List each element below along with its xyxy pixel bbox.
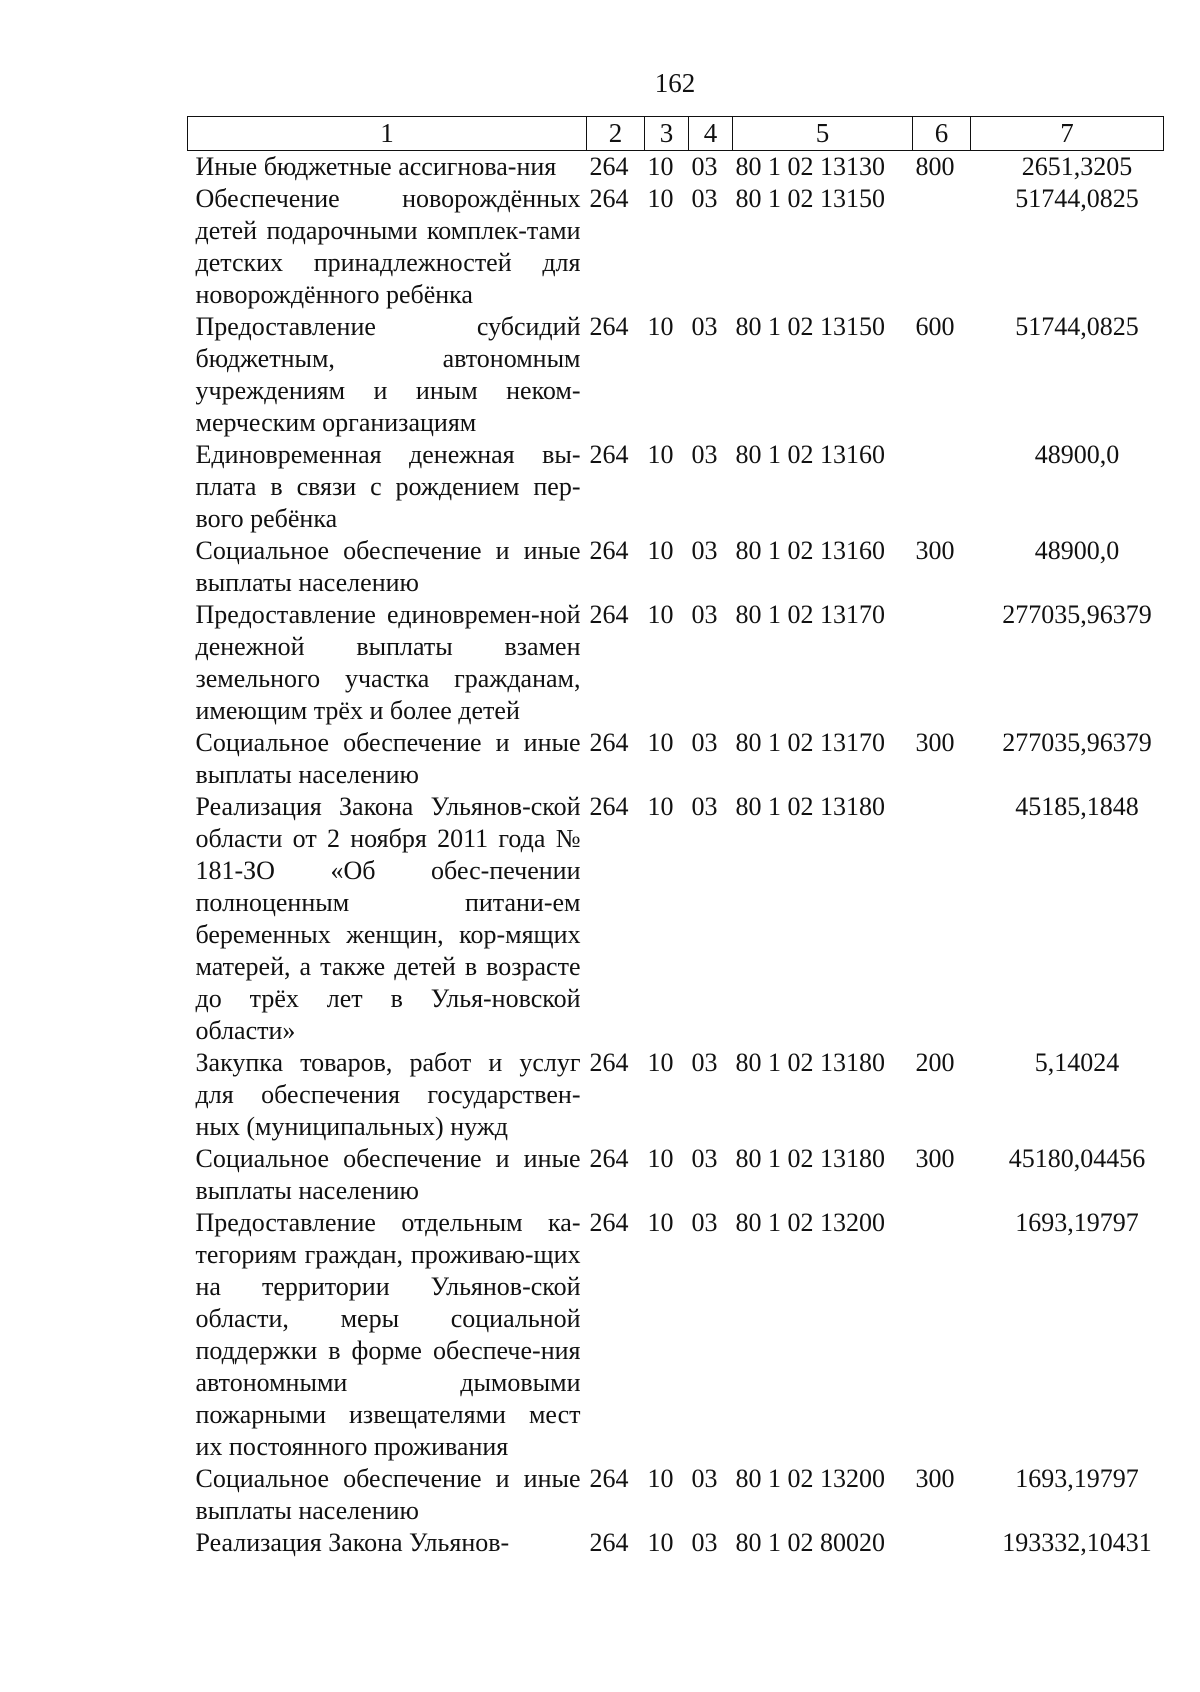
- cell-col-2: 264: [589, 792, 629, 821]
- cell-col-4: 03: [691, 1464, 718, 1493]
- cell-col-2: 264: [589, 1528, 629, 1557]
- cell-col-3: 10: [647, 1144, 674, 1173]
- cell-col-6: 800: [915, 152, 955, 181]
- cell-col-7: 45180,04456: [1008, 1144, 1146, 1173]
- cell-col-5: 80 1 02 80020: [735, 1528, 885, 1557]
- cell-col-5: 80 1 02 13200: [735, 1464, 885, 1493]
- cell-col-5: 80 1 02 13200: [735, 1208, 885, 1237]
- item-name: Иные бюджетные ассигнова-ния: [195, 152, 557, 181]
- cell-col-6: 300: [915, 728, 955, 757]
- header-col-7: 7: [971, 117, 1164, 151]
- cell-col-4: 03: [691, 792, 718, 821]
- cell-col-3: 10: [647, 440, 674, 469]
- table-row: [188, 151, 1164, 184]
- cell-col-4: 03: [691, 536, 718, 565]
- cell-col-7: 277035,96379: [1002, 600, 1152, 629]
- cell-col-2: 264: [589, 600, 629, 629]
- cell-col-2: 264: [589, 728, 629, 757]
- header-col-5: 5: [733, 117, 913, 151]
- cell-col-5: 80 1 02 13150: [735, 312, 885, 341]
- item-name: Социальное обеспечение и иные выплаты населению: [195, 536, 581, 597]
- cell-col-5: 80 1 02 13150: [735, 184, 885, 213]
- item-name: Обеспечение новорождённых детей подарочными комплек-тами детских принадлежностей для новорождённого ребёнка: [195, 184, 581, 309]
- cell-col-7: 193332,10431: [1002, 1528, 1152, 1557]
- item-name: Единовременная денежная вы-плата в связи с рождением пер-вого ребёнка: [195, 440, 581, 533]
- header-col-1: 1: [188, 117, 587, 151]
- cell-col-5: 80 1 02 13170: [735, 600, 885, 629]
- item-name: Предоставление отдельным ка-тегориям граждан, проживаю-щих на территории Ульянов-ской области, меры социальной поддержки в форме обеспече-ния автономными дымовыми пожарными извещателями мест их постоянного проживания: [195, 1208, 581, 1461]
- table-row: [188, 599, 1164, 727]
- cell-col-2: 264: [589, 312, 629, 341]
- table-row: [188, 1527, 1164, 1559]
- cell-col-4: 03: [691, 440, 718, 469]
- cell-col-5: 80 1 02 13180: [735, 1144, 885, 1173]
- cell-col-4: 03: [691, 152, 718, 181]
- cell-col-5: 80 1 02 13130: [735, 152, 885, 181]
- table-row: [188, 1463, 1164, 1527]
- cell-col-7: 2651,3205: [1021, 152, 1133, 181]
- cell-col-6: 200: [915, 1048, 955, 1077]
- header-col-3: 3: [645, 117, 689, 151]
- table-row: [188, 535, 1164, 599]
- page-number: 162: [654, 68, 696, 98]
- cell-col-3: 10: [647, 184, 674, 213]
- cell-col-4: 03: [691, 1528, 718, 1557]
- cell-col-5: 80 1 02 13180: [735, 792, 885, 821]
- cell-col-3: 10: [647, 1528, 674, 1557]
- cell-col-7: 1693,19797: [1015, 1208, 1139, 1237]
- item-name: Закупка товаров, работ и услуг для обеспечения государствен-ных (муниципальных) нужд: [195, 1048, 581, 1141]
- cell-col-7: 48900,0: [1034, 440, 1120, 469]
- cell-col-3: 10: [647, 1464, 674, 1493]
- cell-col-6: [913, 1207, 971, 1463]
- table-row: [188, 1143, 1164, 1207]
- header-col-4: 4: [689, 117, 733, 151]
- cell-col-3: 10: [647, 1048, 674, 1077]
- cell-col-3: 10: [647, 152, 674, 181]
- cell-col-6: [913, 1527, 971, 1559]
- cell-col-6: 300: [915, 1144, 955, 1173]
- cell-col-7: 1693,19797: [1015, 1464, 1139, 1493]
- cell-col-6: 300: [915, 1464, 955, 1493]
- cell-col-3: 10: [647, 600, 674, 629]
- header-col-2: 2: [587, 117, 645, 151]
- budget-table: [187, 116, 1164, 1559]
- cell-col-3: 10: [647, 1208, 674, 1237]
- cell-col-7: 48900,0: [1034, 536, 1120, 565]
- cell-col-7: 51744,0825: [1015, 312, 1139, 341]
- cell-col-2: 264: [589, 1144, 629, 1173]
- cell-col-4: 03: [691, 312, 718, 341]
- item-name: Реализация Закона Ульянов-: [195, 1528, 510, 1557]
- cell-col-2: 264: [589, 440, 629, 469]
- cell-col-6: [913, 183, 971, 311]
- cell-col-2: 264: [589, 536, 629, 565]
- item-name: Реализация Закона Ульянов-ской области от 2 ноября 2011 года № 181-ЗО «Об обес-печении полноценным питани-ем беременных женщин, кор-мящих матерей, а также детей в возрасте до трёх лет в Улья-новской области»: [195, 792, 581, 1045]
- cell-col-4: 03: [691, 1208, 718, 1237]
- item-name: Предоставление единовремен-ной денежной выплаты взамен земельного участка гражданам, имеющим трёх и более детей: [195, 600, 581, 725]
- cell-col-2: 264: [589, 184, 629, 213]
- cell-col-4: 03: [691, 1144, 718, 1173]
- item-name: Предоставление субсидий бюджетным, автономным учреждениям и иным неком-мерческим организациям: [195, 312, 581, 437]
- header-row: [188, 117, 1164, 151]
- cell-col-5: 80 1 02 13160: [735, 440, 885, 469]
- cell-col-3: 10: [647, 312, 674, 341]
- cell-col-6: 600: [915, 312, 955, 341]
- cell-col-5: 80 1 02 13170: [735, 728, 885, 757]
- cell-col-2: 264: [589, 1048, 629, 1077]
- cell-col-7: 277035,96379: [1002, 728, 1152, 757]
- cell-col-6: [913, 599, 971, 727]
- cell-col-2: 264: [589, 1464, 629, 1493]
- table-row: [188, 1047, 1164, 1143]
- cell-col-6: [913, 791, 971, 1047]
- table-row: [188, 183, 1164, 311]
- cell-col-4: 03: [691, 1048, 718, 1077]
- cell-col-2: 264: [589, 1208, 629, 1237]
- item-name: Социальное обеспечение и иные выплаты населению: [195, 1144, 581, 1205]
- cell-col-2: 264: [589, 152, 629, 181]
- item-name: Социальное обеспечение и иные выплаты населению: [195, 728, 581, 789]
- item-name: Социальное обеспечение и иные выплаты населению: [195, 1464, 581, 1525]
- cell-col-4: 03: [691, 184, 718, 213]
- table-row: [188, 727, 1164, 791]
- cell-col-3: 10: [647, 792, 674, 821]
- cell-col-6: [913, 439, 971, 535]
- cell-col-4: 03: [691, 600, 718, 629]
- cell-col-7: 5,14024: [1034, 1048, 1120, 1077]
- table-row: [188, 439, 1164, 535]
- cell-col-5: 80 1 02 13160: [735, 536, 885, 565]
- cell-col-5: 80 1 02 13180: [735, 1048, 885, 1077]
- table-row: [188, 791, 1164, 1047]
- cell-col-6: 300: [915, 536, 955, 565]
- cell-col-7: 45185,1848: [1015, 792, 1139, 821]
- table-row: [188, 1207, 1164, 1463]
- cell-col-4: 03: [691, 728, 718, 757]
- cell-col-3: 10: [647, 536, 674, 565]
- cell-col-3: 10: [647, 728, 674, 757]
- cell-col-7: 51744,0825: [1015, 184, 1139, 213]
- table-row: [188, 311, 1164, 439]
- header-col-6: 6: [913, 117, 971, 151]
